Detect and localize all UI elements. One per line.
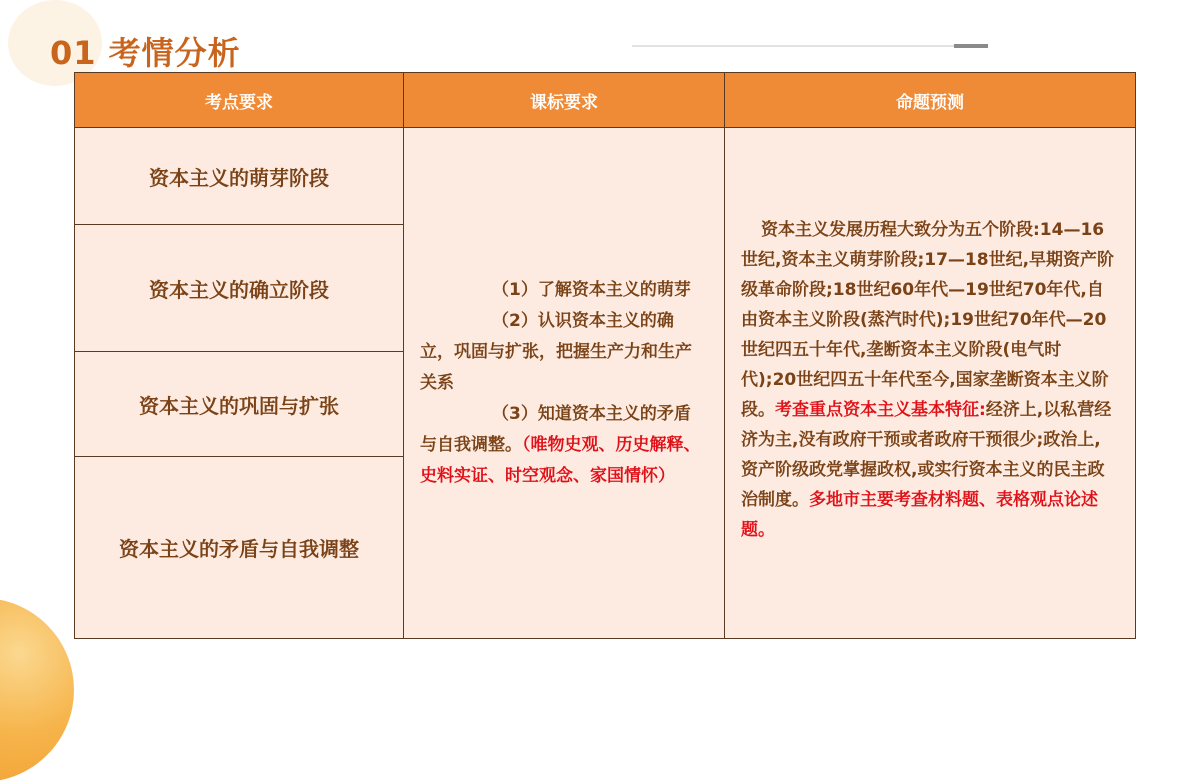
standard-item-2: （2）认识资本主义的确立，巩固与扩张，把握生产力和生产关系 <box>420 310 692 393</box>
core-literacy-note: （唯物史观、历史解释、史料实证、时空观念、家国情怀） <box>420 434 701 486</box>
exam-point-2: 资本主义的确立阶段 <box>75 225 404 352</box>
forecast-features-text: 经济上,以私营经济为主,没有政府干预或者政府干预很少;政治上,资产阶级政党掌握政权,或实行资本主义的民主政治制度。 <box>741 400 1112 510</box>
table-row <box>75 128 1136 225</box>
decorative-circle-bottom <box>0 598 74 782</box>
exam-analysis-table <box>74 72 1136 639</box>
slide-title: 01 考情分析 <box>50 34 241 72</box>
standard-item-3: （3）知道资本主义的矛盾与自我调整。 <box>420 403 691 455</box>
title-divider-accent <box>954 44 988 48</box>
standard-item-1: （1）了解资本主义的萌芽 <box>492 279 691 300</box>
title-divider-line <box>632 45 988 47</box>
header-exam-points: 考点要求 <box>75 73 404 128</box>
forecast-question-types: 多地市主要考查材料题、表格观点论述题。 <box>741 490 1098 540</box>
exam-point-3: 资本主义的巩固与扩张 <box>75 352 404 457</box>
exam-point-4: 资本主义的矛盾与自我调整 <box>75 457 404 639</box>
header-question-forecast: 命题预测 <box>725 73 1136 128</box>
forecast-stages-text: 资本主义发展历程大致分为五个阶段:14—16世纪,资本主义萌芽阶段;17—18世纪,早期资产阶级革命阶段;18世纪60年代—19世纪70年代,自由资本主义阶段(蒸汽时代);19世纪70年代—20世纪四五十年代,垄断资本主义阶段(电气时代);20世纪四五十年代至今,国家垄断资本主义阶段。 <box>741 220 1115 420</box>
curriculum-standard-cell <box>404 128 725 639</box>
exam-point-1: 资本主义的萌芽阶段 <box>75 128 404 225</box>
table-header-row <box>75 73 1136 128</box>
question-forecast-cell <box>725 128 1136 639</box>
header-curriculum-standard: 课标要求 <box>404 73 725 128</box>
forecast-key-focus: 考查重点资本主义基本特征: <box>775 400 986 420</box>
